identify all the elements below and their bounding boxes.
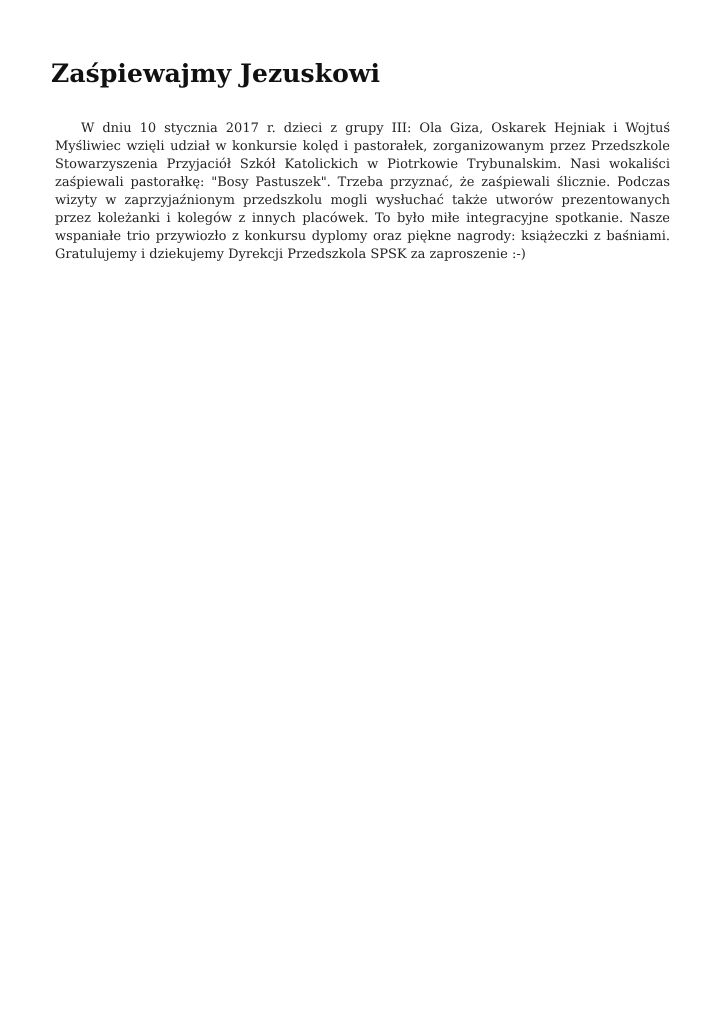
- article-body: W dniu 10 stycznia 2017 r. dzieci z grupy III: Ola Giza, Oskarek Hejniak i Wojtuś Myśliwiec wzięli udział w konkursie kolęd i pastorałek, zorganizowanym przez Przedszkole Stowarzyszenia Przyjaciół Szkół Katolickich w Piotrkowie Trybunalskim. Nasi wokaliści zaśpiewali pastorałkę: "Bosy Pastuszek". Trzeba przyznać, że zaśpiewali ślicznie. Podczas wizyty w zaprzyjaźnionym przedszkolu mogli wysłuchać także utworów prezentowanych przez koleżanki i kolegów z innych placówek. To było miłe integracyjne spotkanie. Nasze wspaniałe trio przywiozło z konkursu dyplomy oraz piękne nagrody: książeczki z baśniami. Gratulujemy i dziekujemy Dyrekcji Przedszkola SPSK za zaproszenie :-): [55, 121, 670, 262]
- page-title: Zaśpiewajmy Jezuskowi: [51, 59, 381, 88]
